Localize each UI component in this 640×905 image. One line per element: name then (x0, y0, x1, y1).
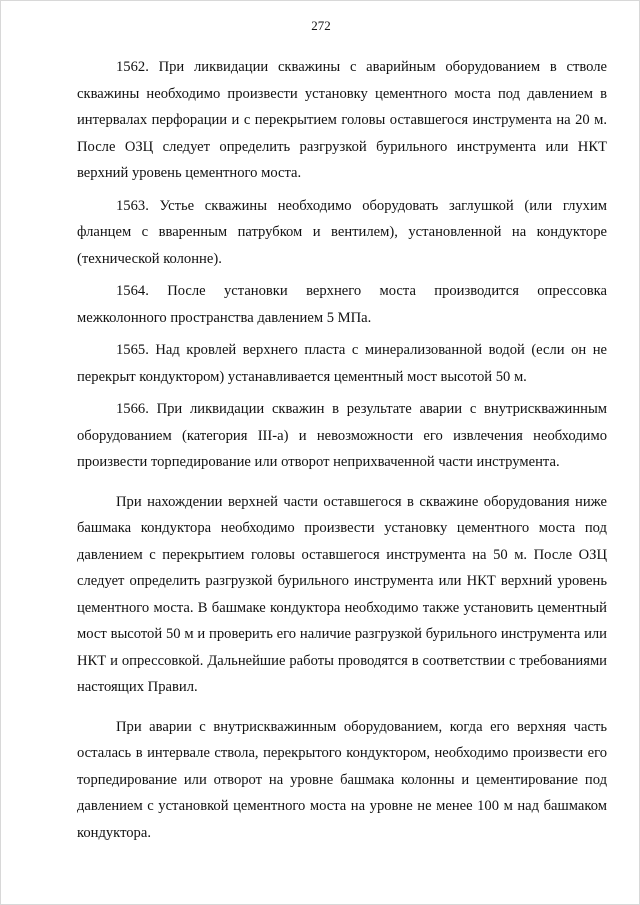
document-body (77, 54, 607, 852)
paragraph-1564: 1564. После установки верхнего моста производится опрессовка межколонного пространства давлением 5 МПа. (77, 283, 607, 326)
paragraph-conductor-interval: При аварии с внутрискважинным оборудованием, когда его верхняя часть осталась в интервале ствола, перекрытого кондуктором, необходимо произвести его торпедирование или отворот на уровне башмака колонны и цементирование под давлением с установкой цементного моста на уровне не менее 100 м над башмаком кондуктора. (77, 718, 607, 841)
paragraph-1566: 1566. При ликвидации скважин в результате аварии с внутрискважинным оборудованием (категория III-а) и невозможности его извлечения необходимо произвести торпедирование или отворот неприхваченной части инструмента. (77, 401, 607, 470)
paragraph-1562: 1562. При ликвидации скважины с аварийным оборудованием в стволе скважины необходимо произвести установку цементного моста под давлением в интервалах перфорации и с перекрытием головы оставшегося инструмента на 20 м. После ОЗЦ следует определить разгрузкой бурильного инструмента или НКТ верхний уровень цементного моста. (77, 59, 607, 181)
paragraph-below-shoe: При нахождении верхней части оставшегося в скважине оборудования ниже башмака кондуктора необходимо произвести установку цементного моста под давлением с перекрытием головы оставшегося инструмента на 50 м. После ОЗЦ следует определить разгрузкой бурильного инструмента или НКТ верхний уровень цементного моста. В башмаке кондуктора необходимо также установить цементный мост высотой 50 м и проверить его наличие разгрузкой бурильного инструмента или НКТ и опрессовкой. Дальнейшие работы проводятся в соответствии с требованиями настоящих Правил. (77, 493, 607, 695)
page-number: 272 (311, 18, 331, 33)
paragraph-1563: 1563. Устье скважины необходимо оборудовать заглушкой (или глухим фланцем с вваренным патрубком и вентилем), установленной на кондукторе (технической колонне). (77, 197, 607, 267)
paragraph-1565: 1565. Над кровлей верхнего пласта с минерализованной водой (если он не перекрыт кондуктором) устанавливается цементный мост высотой 50 м. (77, 342, 607, 385)
